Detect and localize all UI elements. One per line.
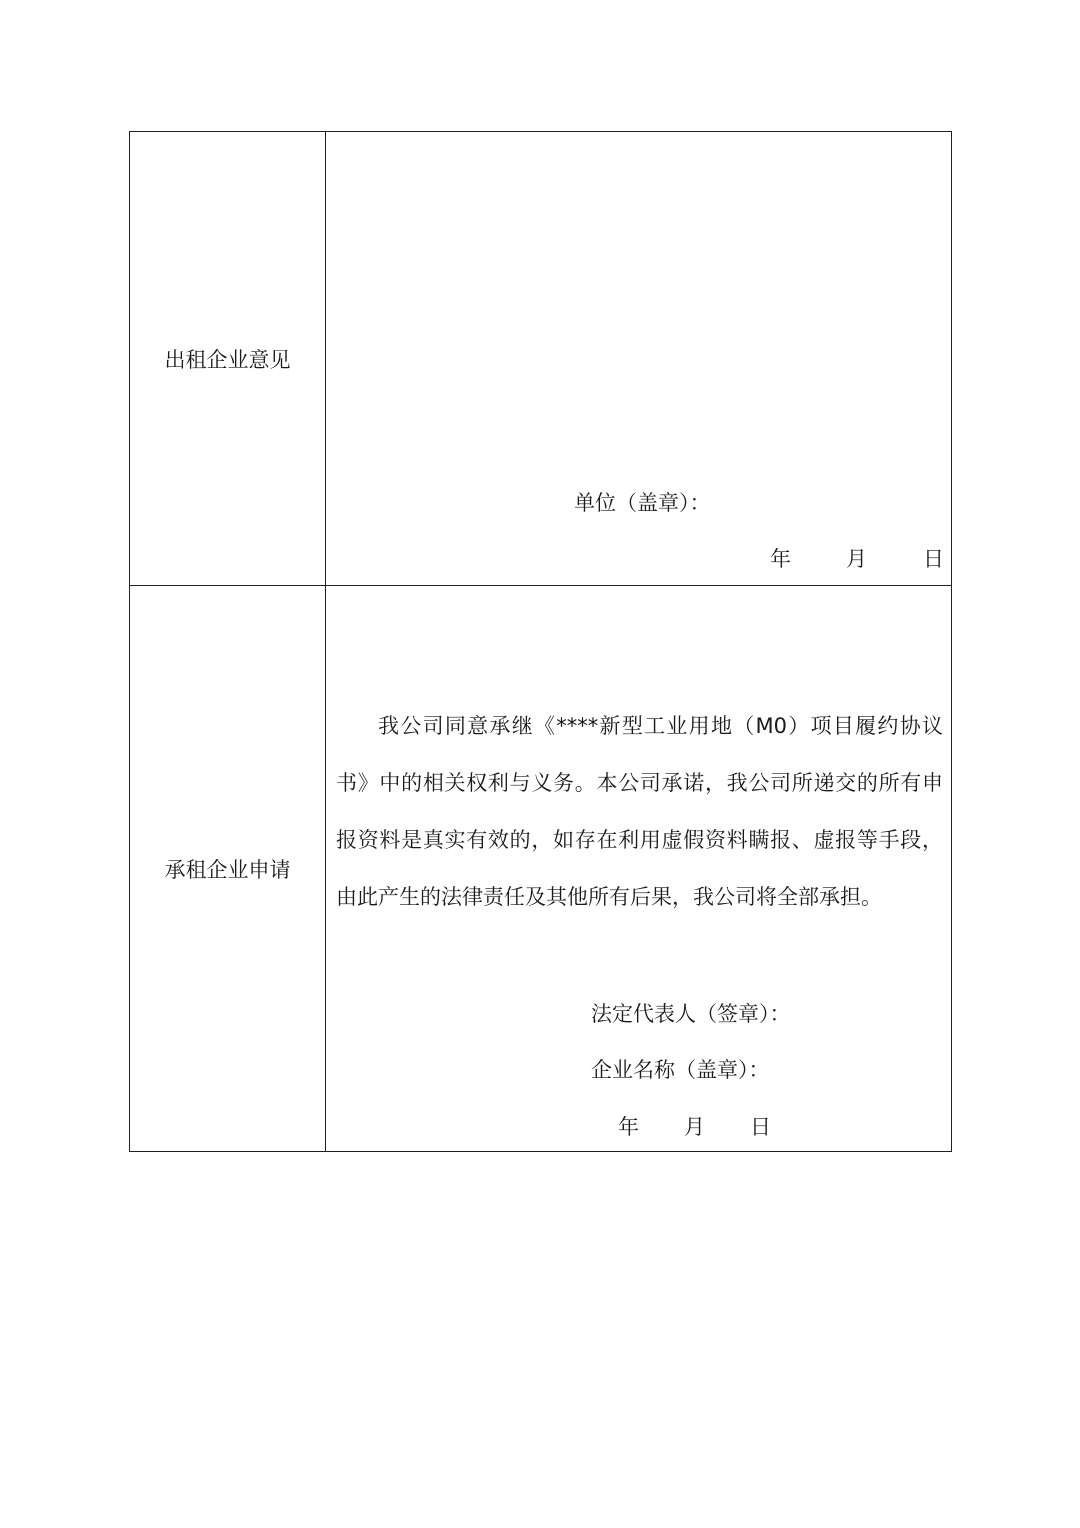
lessee-application-row xyxy=(130,586,952,1152)
lessor-date-month: 月 xyxy=(846,547,867,571)
approval-form-table xyxy=(129,131,952,1152)
legal-representative-label: 法定代表人（签章）： xyxy=(591,1002,791,1026)
lessor-date-day: 日 xyxy=(923,547,944,571)
lessee-commitment-statement: 我公司同意承继《****新型工业用地（M0）项目履约协议书》中的相关权利与义务。本公司承诺，我公司所递交的所有申报资料是真实有效的，如存在利用虚假资料瞒报、虚报等手段，由此产生的法律责任及其他所有后果，我公司将全部承担。 xyxy=(336,714,943,909)
lessee-date-year: 年 xyxy=(618,1115,639,1139)
lessee-date-month: 月 xyxy=(684,1115,705,1139)
lessor-opinion-row xyxy=(130,132,952,586)
lessor-opinion-content[interactable] xyxy=(326,132,952,586)
lessee-application-content[interactable] xyxy=(326,586,952,1152)
lessee-date-day: 日 xyxy=(750,1115,771,1139)
lessor-opinion-label: 出租企业意见 xyxy=(130,132,326,586)
company-name-label: 企业名称（盖章）： xyxy=(591,1058,770,1082)
lessor-date-year: 年 xyxy=(770,547,791,571)
lessor-seal-label: 单位（盖章）： xyxy=(574,491,711,515)
lessee-application-label: 承租企业申请 xyxy=(130,586,326,1152)
